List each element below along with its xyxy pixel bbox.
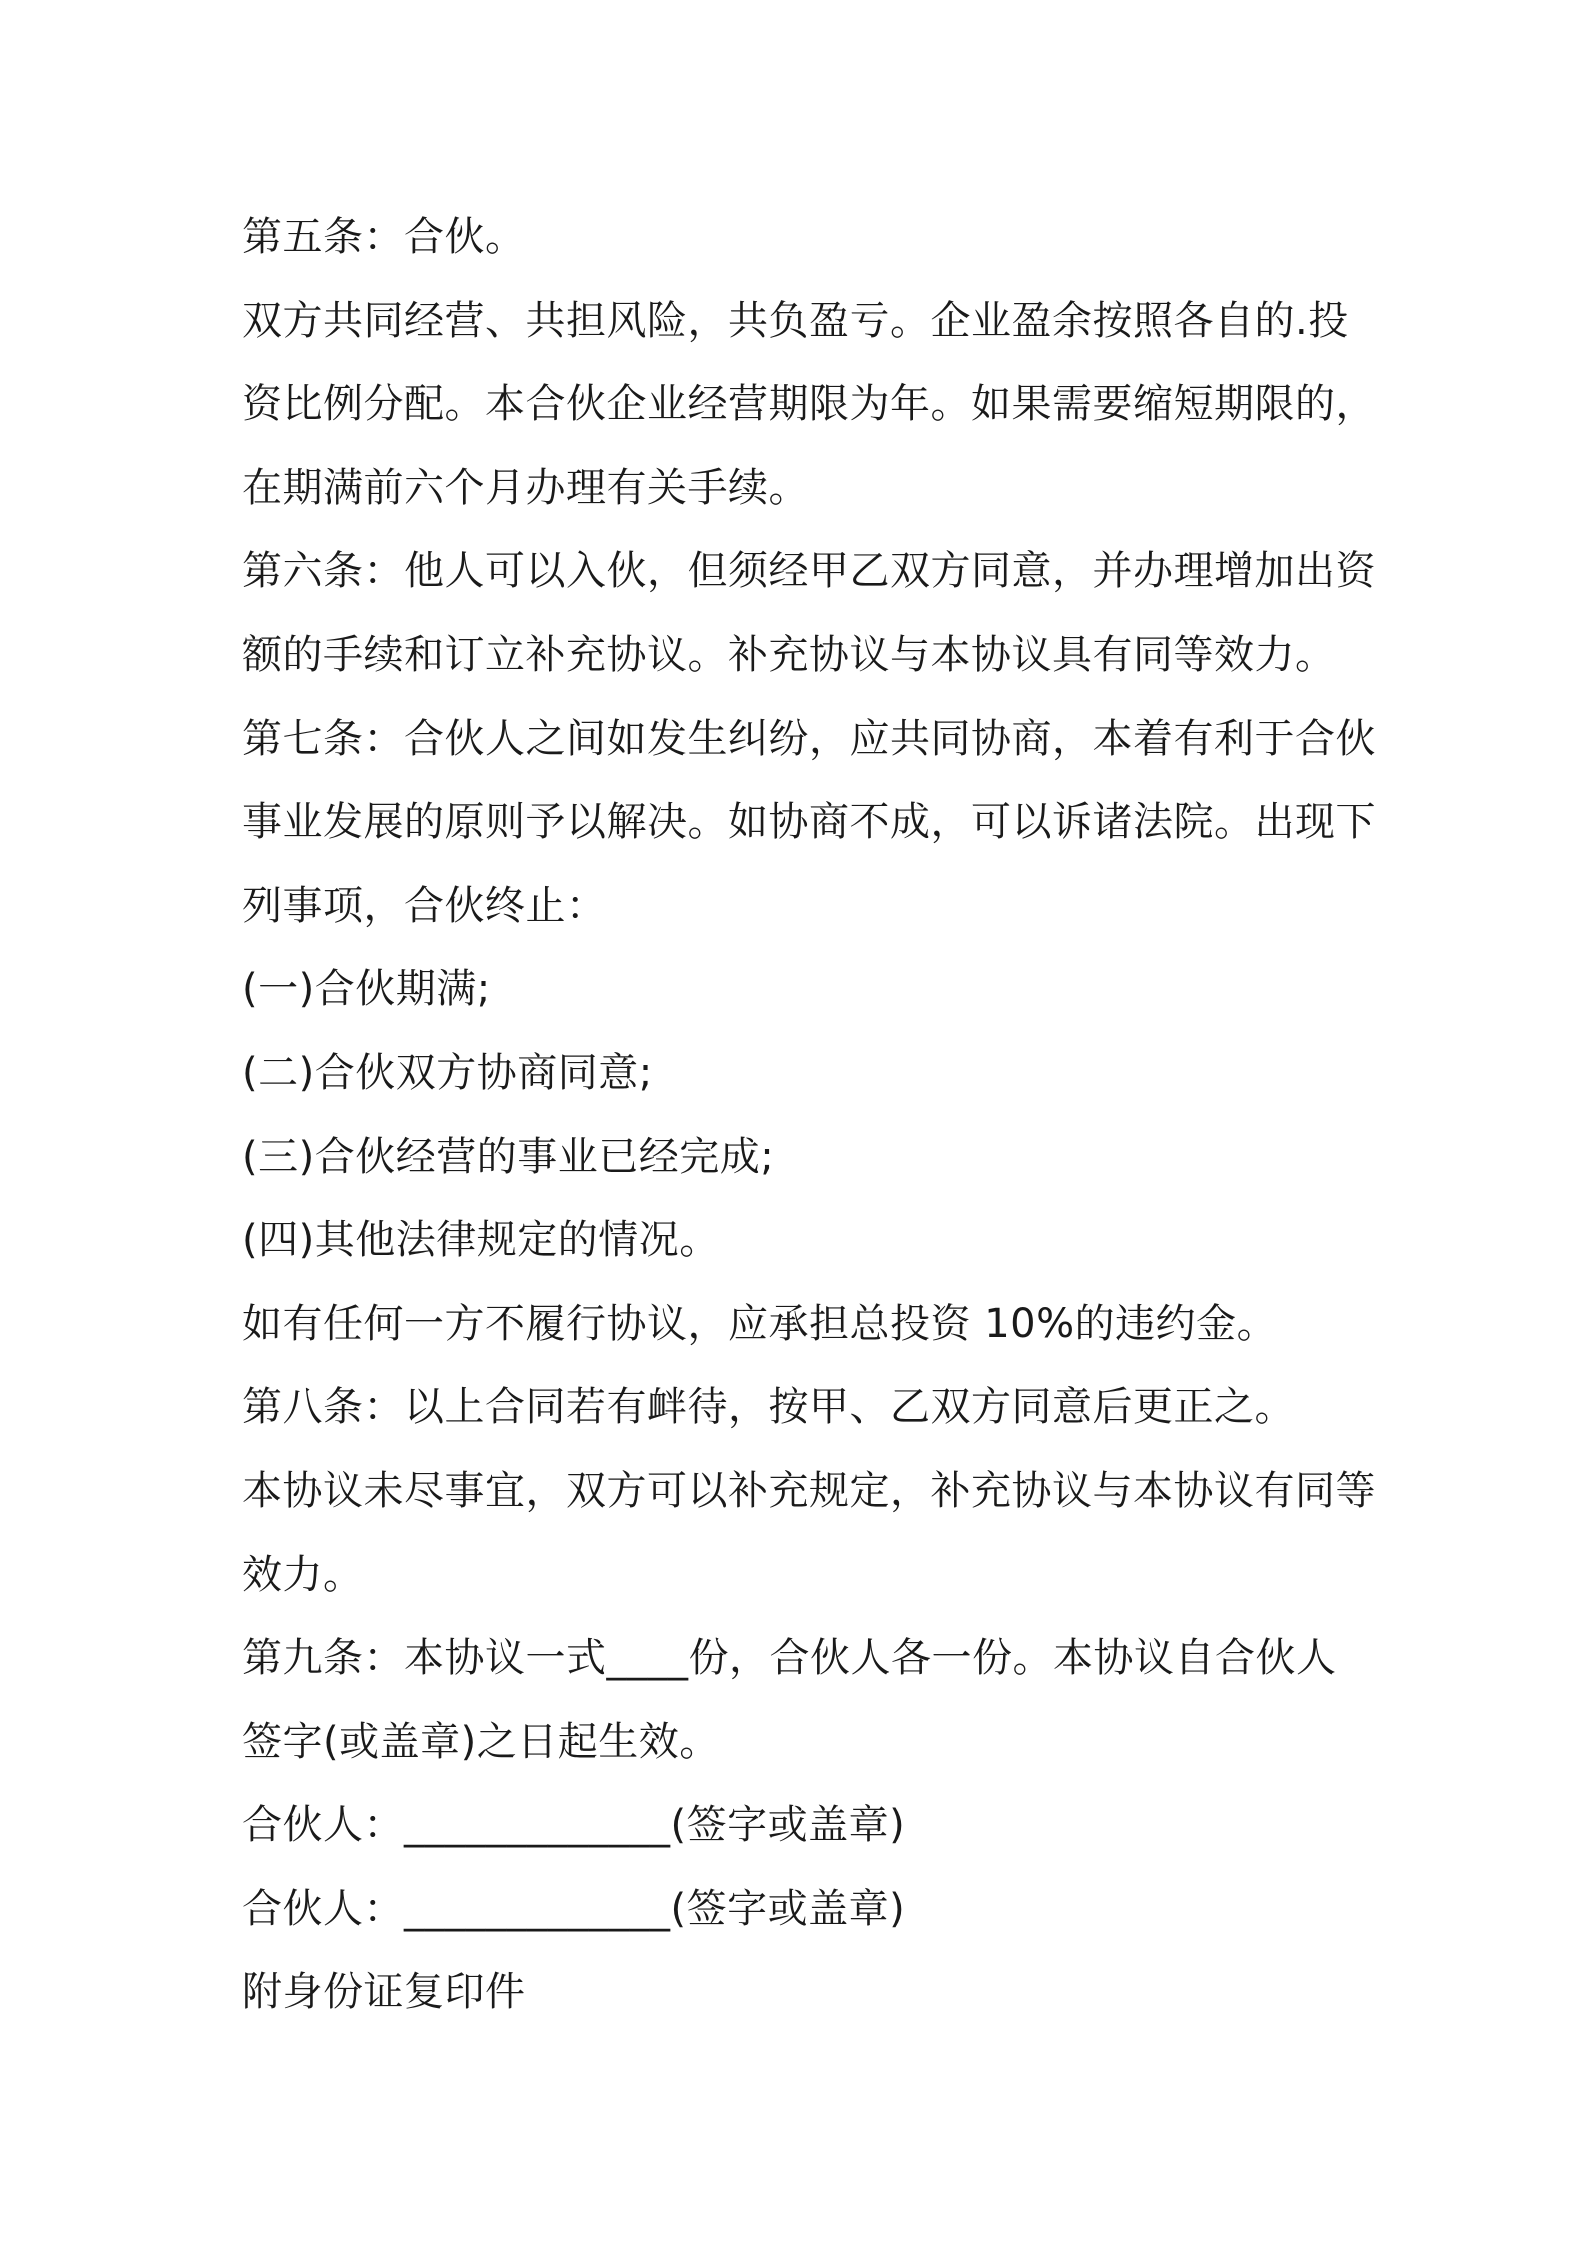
termination-item-1: (一)合伙期满; — [242, 966, 491, 1013]
termination-item-2: (二)合伙双方协商同意; — [242, 1049, 653, 1096]
supplement-clause-line: 效力。 — [242, 1551, 364, 1598]
attachment-note: 附身份证复印件 — [242, 1969, 526, 2016]
partner-signature-line: 合伙人：_____________(签字或盖章) — [242, 1802, 906, 1849]
article-6-text-line: 额的手续和订立补充协议。补充协议与本协议具有同等效力。 — [242, 631, 1336, 678]
penalty-clause: 如有任何一方不履行协议，应承担总投资 10%的违约金。 — [242, 1300, 1278, 1347]
supplement-clause-line: 本协议未尽事宜，双方可以补充规定，补充协议与本协议有同等 — [242, 1467, 1376, 1514]
termination-item-3: (三)合伙经营的事业已经完成; — [242, 1133, 775, 1180]
article-8-text-line: 第八条：以上合同若有衅待，按甲、乙双方同意后更正之。 — [242, 1384, 1295, 1431]
article-7-text-line: 第七条：合伙人之间如发生纠纷，应共同协商，本着有利于合伙 — [242, 715, 1376, 762]
document-body — [242, 196, 1376, 2035]
article-7-text-line: 列事项，合伙终止： — [242, 882, 607, 929]
article-7-text-line: 事业发展的原则予以解决。如协商不成，可以诉诸法院。出现下 — [242, 799, 1376, 846]
article-9-text-line: 签字(或盖章)之日起生效。 — [242, 1718, 720, 1765]
article-5-text-line: 资比例分配。本合伙企业经营期限为年。如果需要缩短期限的， — [242, 381, 1376, 428]
article-5-text-line: 双方共同经营、共担风险，共负盈亏。企业盈余按照各自的.投 — [242, 297, 1349, 344]
article-5-text-line: 在期满前六个月办理有关手续。 — [242, 464, 809, 511]
partner-signature-line: 合伙人：_____________(签字或盖章) — [242, 1885, 906, 1932]
article-5-heading: 第五条：合伙。 — [242, 214, 526, 260]
article-9-text-line: 第九条：本协议一式____份，合伙人各一份。本协议自合伙人 — [242, 1635, 1337, 1682]
termination-item-4: (四)其他法律规定的情况。 — [242, 1217, 720, 1264]
article-6-text-line: 第六条：他人可以入伙，但须经甲乙双方同意，并办理增加出资 — [242, 548, 1376, 595]
